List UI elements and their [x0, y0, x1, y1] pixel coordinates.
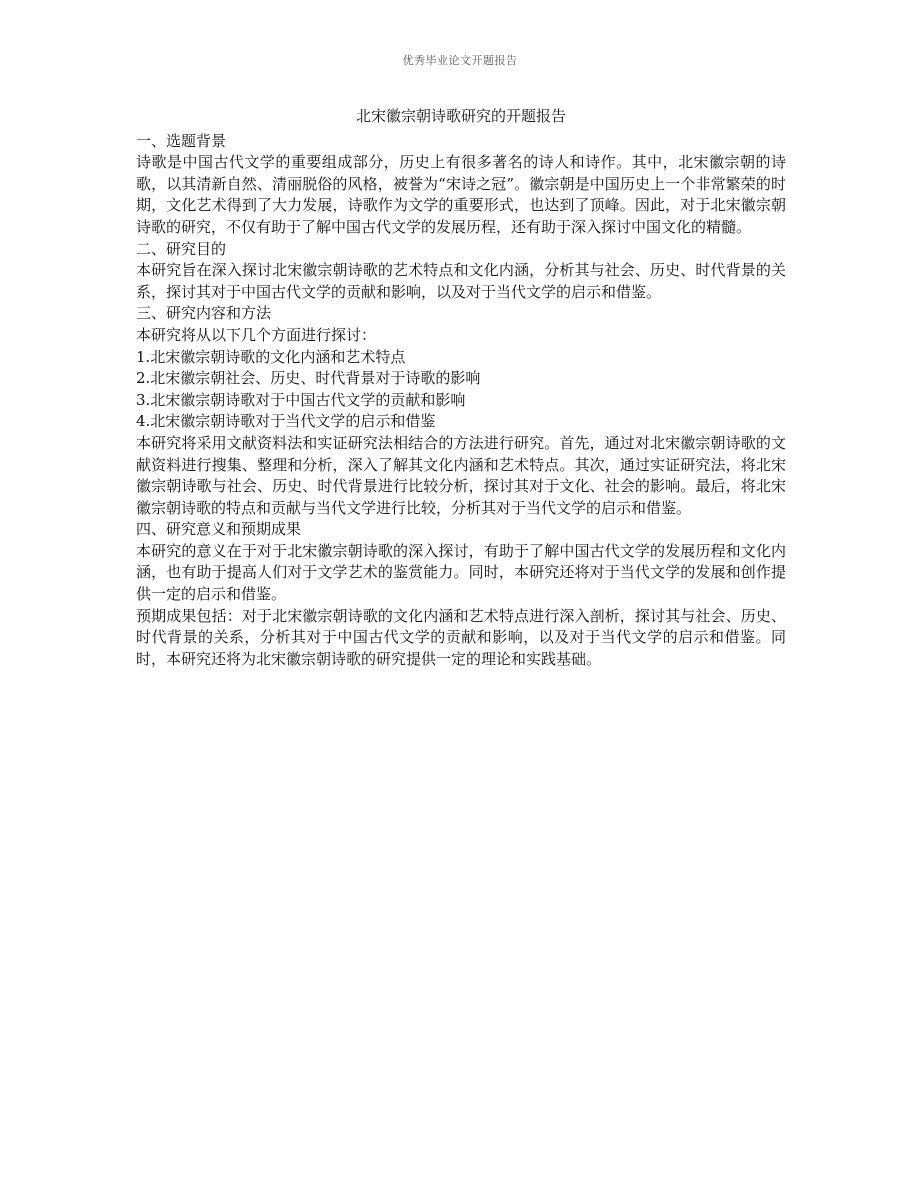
section-heading-significance: 四、研究意义和预期成果: [136, 520, 302, 539]
paragraph-purpose: 本研究旨在深入探讨北宋徽宗朝诗歌的艺术特点和文化内涵，分析其与社会、历史、时代背景的关系，探讨其对于中国古代文学的贡献和影响，以及对于当代文学的启示和借鉴。: [136, 261, 786, 301]
paragraph-background: 诗歌是中国古代文学的重要组成部分，历史上有很多著名的诗人和诗作。其中，北宋徽宗朝的诗歌，以其清新自然、清丽脱俗的风格，被誉为“宋诗之冠”。徽宗朝是中国历史上一个非常繁荣的时期，文化艺术得到了大力发展，诗歌作为文学的重要形式，也达到了顶峰。因此，对于北宋徽宗朝诗歌的研究，不仅有助于了解中国古代文学的发展历程，还有助于深入探讨中国文化的精髓。: [136, 153, 786, 236]
list-item: 1.北宋徽宗朝诗歌的文化内涵和艺术特点: [136, 347, 406, 366]
paragraph-methods: 本研究将采用文献资料法和实证研究法相结合的方法进行研究。首先，通过对北宋徽宗朝诗歌的文献资料进行搜集、整理和分析，深入了解其文化内涵和艺术特点。其次，通过实证研究法，将北宋徽宗朝诗歌与社会、历史、时代背景进行比较分析，探讨其对于文化、社会的影响。最后，将北宋徽宗朝诗歌的特点和贡献与当代文学进行比较，分析其对于当代文学的启示和借鉴。: [136, 433, 786, 517]
list-item: 2.北宋徽宗朝社会、历史、时代背景对于诗歌的影响: [136, 369, 481, 388]
list-item: 4.北宋徽宗朝诗歌对于当代文学的启示和借鉴: [136, 412, 436, 431]
document-body: [136, 106, 786, 670]
running-header: 优秀毕业论文开题报告: [402, 54, 518, 67]
document-title: 北宋徽宗朝诗歌研究的开题报告: [355, 107, 566, 125]
paragraph-expected-results: 预期成果包括：对于北宋徽宗朝诗歌的文化内涵和艺术特点进行深入剖析，探讨其与社会、历史、时代背景的关系，分析其对于中国古代文学的贡献和影响，以及对于当代文学的启示和借鉴。同时，本研究还将为北宋徽宗朝诗歌的研究提供一定的理论和实践基础。: [136, 606, 786, 668]
list-item: 3.北宋徽宗朝诗歌对于中国古代文学的贡献和影响: [136, 390, 466, 409]
section-heading-purpose: 二、研究目的: [136, 239, 227, 258]
section-heading-background: 一、选题背景: [136, 131, 227, 150]
paragraph-content-intro: 本研究将从以下几个方面进行探讨：: [136, 325, 377, 344]
section-heading-content-methods: 三、研究内容和方法: [136, 304, 272, 323]
paragraph-significance: 本研究的意义在于对于北宋徽宗朝诗歌的深入探讨，有助于了解中国古代文学的发展历程和文化内涵，也有助于提高人们对于文学艺术的鉴赏能力。同时，本研究还将对于当代文学的发展和创作提供一定的启示和借鉴。: [136, 541, 786, 604]
